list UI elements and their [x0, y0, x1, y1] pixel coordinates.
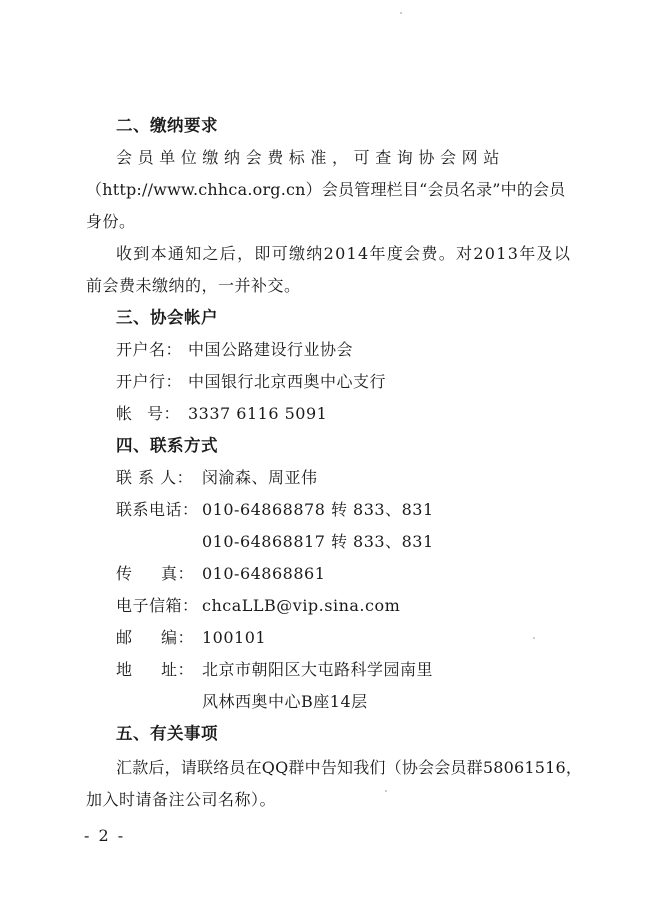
zip-value: 100101 — [202, 628, 267, 647]
section-2-para-1-line-1: 会员单位缴纳会费标准，可查询协会网站 — [116, 148, 505, 167]
contact-label: 联 系 人： — [116, 468, 194, 487]
zip-row — [116, 628, 266, 648]
account-number-label-part-2: 号： — [146, 404, 180, 423]
email-label: 电子信箱： — [116, 596, 199, 615]
fax-label-part-1: 传 — [116, 564, 133, 583]
address-label-part-2: 址： — [160, 660, 194, 679]
section-2-para-2-line-2: 前会费未缴纳的，一并补交。 — [86, 276, 301, 295]
account-number-row — [116, 404, 327, 424]
page-number: - 2 - — [84, 826, 126, 845]
section-3-heading: 三、协会帐户 — [116, 308, 218, 327]
zip-label-part-2: 编： — [160, 628, 194, 647]
section-2-para-1-line-2: （http://www.chhca.org.cn）会员管理栏目“会员名录”中的会员 — [86, 180, 566, 199]
account-number-value: 3337 6116 5091 — [188, 404, 328, 423]
account-number-label-part-1: 帐 — [116, 404, 133, 423]
email-value: chcaLLB@vip.sina.com — [202, 596, 401, 615]
scan-speck — [533, 637, 535, 639]
section-4-heading: 四、联系方式 — [116, 436, 218, 455]
contact-row — [116, 468, 318, 488]
address-row — [116, 660, 433, 680]
section-5-heading: 五、有关事项 — [116, 724, 218, 743]
account-name-label: 开户名： — [116, 340, 183, 359]
section-2-heading: 二、缴纳要求 — [116, 116, 218, 135]
bank-row — [116, 372, 386, 392]
fax-label-part-2: 真： — [160, 564, 194, 583]
phone-value-1: 010-64868878 转 833、831 — [202, 500, 434, 519]
fax-value: 010-64868861 — [202, 564, 326, 583]
address-value-2: 风林西奥中心B座14层 — [202, 692, 368, 711]
bank-label: 开户行： — [116, 372, 183, 391]
zip-label — [116, 628, 194, 648]
section-5-line-1: 汇款后，请联络员在QQ群中告知我们（协会会员群58061516， — [116, 758, 583, 777]
address-label — [116, 660, 194, 680]
address-label-part-1: 地 — [116, 660, 133, 679]
account-number-label — [116, 404, 180, 424]
section-5-line-2: 加入时请备注公司名称）。 — [86, 790, 277, 809]
phone-row-1 — [116, 500, 434, 520]
bank-value: 中国银行北京西奥中心支行 — [188, 372, 387, 391]
account-name-value: 中国公路建设行业协会 — [188, 340, 354, 359]
phone-label: 联系电话： — [116, 500, 199, 519]
scan-speck — [400, 12, 402, 14]
fax-label — [116, 564, 194, 584]
section-2-para-2-line-1: 收到本通知之后，即可缴纳2014年度会费。对2013年及以 — [116, 244, 572, 263]
email-row — [116, 596, 400, 616]
fax-row — [116, 564, 325, 584]
address-value-1: 北京市朝阳区大屯路科学园南里 — [202, 660, 434, 679]
scan-speck — [385, 790, 387, 792]
zip-label-part-1: 邮 — [116, 628, 133, 647]
account-name-row — [116, 340, 353, 360]
contact-value: 闵渝森、周亚伟 — [202, 468, 318, 487]
phone-value-2: 010-64868817 转 833、831 — [202, 532, 434, 551]
section-2-para-1-line-3: 身份。 — [86, 212, 136, 231]
